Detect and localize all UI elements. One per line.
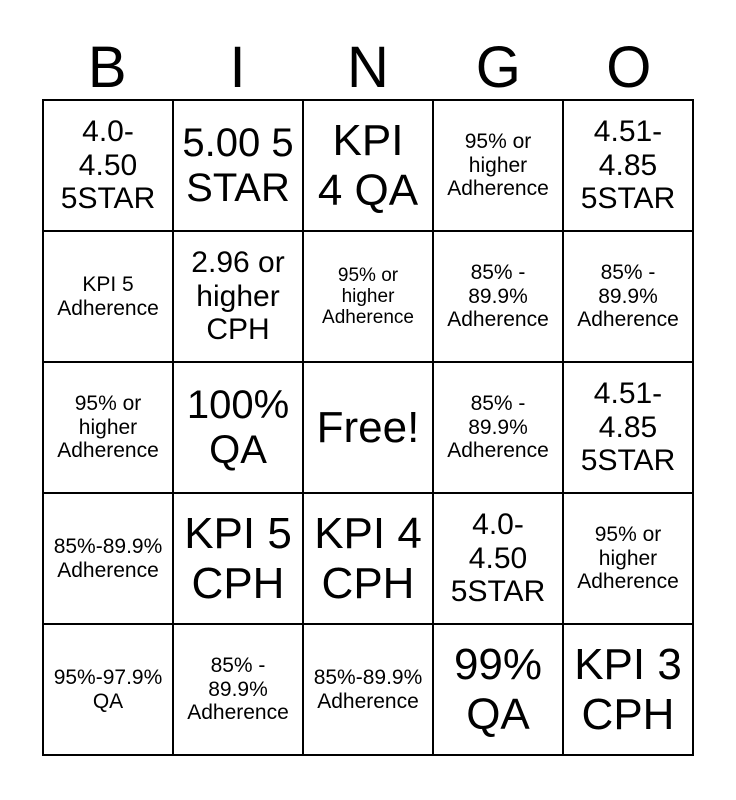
bingo-cell[interactable]	[43, 493, 173, 624]
bingo-cell-label: 100% QA	[186, 382, 290, 472]
bingo-cell[interactable]	[433, 231, 563, 362]
bingo-row	[43, 624, 693, 755]
bingo-cell-label: 95% or higher Adherence	[577, 523, 679, 594]
bingo-cell[interactable]	[303, 100, 433, 231]
bingo-cell[interactable]	[433, 493, 563, 624]
bingo-header-letter-o: O	[606, 35, 652, 100]
bingo-card	[42, 20, 694, 756]
bingo-cell[interactable]	[563, 231, 693, 362]
bingo-cell-label: 95% or higher Adherence	[57, 392, 159, 463]
bingo-cell[interactable]	[433, 100, 563, 231]
bingo-cell-label: 4.0- 4.50 5STAR	[450, 508, 546, 609]
bingo-header-letter-g: G	[475, 35, 521, 100]
bingo-cell-label: 95%-97.9% QA	[53, 665, 163, 713]
bingo-cell-label: 85%-89.9% Adherence	[53, 534, 163, 582]
bingo-row	[43, 493, 693, 624]
bingo-cell[interactable]	[303, 231, 433, 362]
bingo-cell[interactable]	[433, 362, 563, 493]
bingo-cell-label: 4.51- 4.85 5STAR	[580, 115, 676, 216]
bingo-cell[interactable]	[43, 100, 173, 231]
bingo-header-letter-i: I	[229, 35, 246, 100]
bingo-grid	[42, 99, 694, 756]
bingo-cell[interactable]	[303, 493, 433, 624]
bingo-cell-label: 2.96 or higher CPH	[191, 246, 285, 347]
bingo-cell-label: 85% - 89.9% Adherence	[577, 261, 679, 332]
bingo-cell-label: 4.0- 4.50 5STAR	[60, 115, 156, 216]
bingo-row	[43, 231, 693, 362]
bingo-cell-label: 4.51- 4.85 5STAR	[580, 377, 676, 478]
bingo-cell-free[interactable]	[303, 362, 433, 493]
bingo-cell[interactable]	[563, 624, 693, 755]
bingo-free-space-label: Free!	[316, 402, 420, 452]
bingo-row	[43, 362, 693, 493]
bingo-row	[43, 100, 693, 231]
bingo-cell[interactable]	[173, 231, 303, 362]
bingo-cell[interactable]	[303, 624, 433, 755]
bingo-cell[interactable]	[173, 362, 303, 493]
bingo-header-row	[42, 20, 694, 99]
bingo-cell-label: 85% - 89.9% Adherence	[447, 392, 549, 463]
bingo-cell-label: KPI 3 CPH	[574, 640, 682, 739]
bingo-cell-label: KPI 5 Adherence	[57, 272, 159, 320]
bingo-cell[interactable]	[173, 493, 303, 624]
bingo-cell-label: 85% - 89.9% Adherence	[447, 261, 549, 332]
bingo-cell[interactable]	[563, 100, 693, 231]
bingo-cell[interactable]	[173, 100, 303, 231]
bingo-cell[interactable]	[563, 362, 693, 493]
bingo-cell-label: 99% QA	[453, 640, 543, 739]
bingo-cell-label: 95% or higher Adherence	[322, 264, 414, 329]
bingo-cell[interactable]	[43, 362, 173, 493]
bingo-header-letter-b: B	[87, 35, 127, 100]
bingo-cell[interactable]	[563, 493, 693, 624]
bingo-header-letter-n: N	[347, 35, 389, 100]
bingo-cell-label: KPI 4 QA	[317, 116, 419, 215]
bingo-cell[interactable]	[433, 624, 563, 755]
bingo-grid-body	[43, 100, 693, 755]
bingo-cell-label: 95% or higher Adherence	[447, 130, 549, 201]
bingo-cell-label: KPI 5 CPH	[184, 509, 292, 608]
bingo-cell[interactable]	[43, 231, 173, 362]
bingo-cell-label: 85%-89.9% Adherence	[313, 665, 423, 713]
bingo-cell[interactable]	[43, 624, 173, 755]
bingo-cell-label: 5.00 5 STAR	[182, 120, 294, 210]
bingo-cell-label: KPI 4 CPH	[314, 509, 422, 608]
bingo-cell[interactable]	[173, 624, 303, 755]
bingo-cell-label: 85% - 89.9% Adherence	[187, 654, 289, 725]
